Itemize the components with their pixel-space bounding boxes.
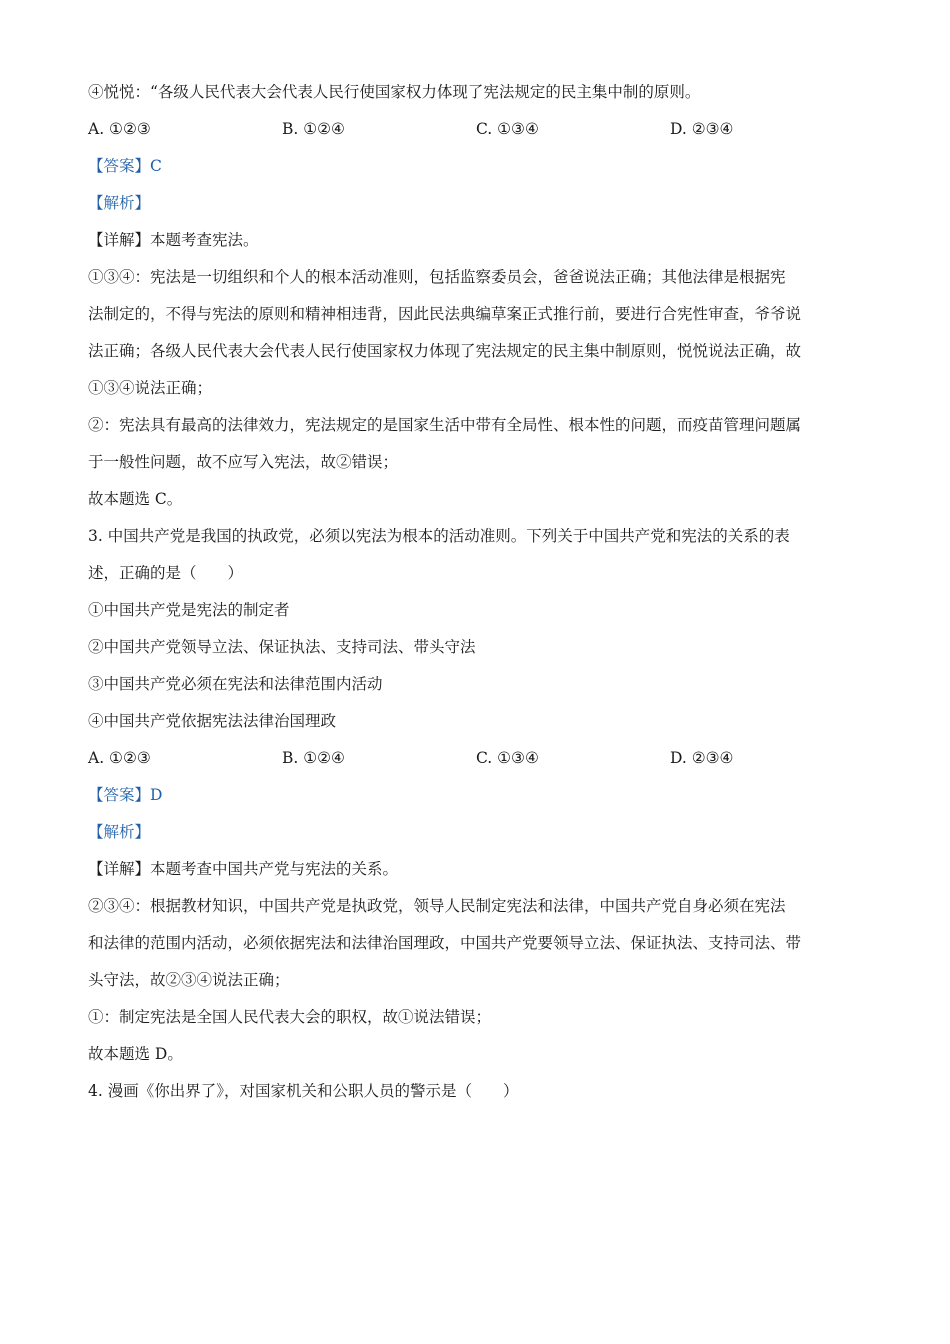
q3-para1-line1: ②③④：根据教材知识，中国共产党是执政党，领导人民制定宪法和法律，中国共产党自身必须在宪法: [88, 897, 786, 915]
q2-para2-line1: ②：宪法具有最高的法律效力，宪法规定的是国家生活中带有全局性、根本性的问题，而疫苗管理问题属: [88, 416, 802, 434]
q2-para2-line2: 于一般性问题，故不应写入宪法，故②错误；: [88, 453, 399, 471]
q2-analysis-label: 【解析】: [88, 194, 151, 212]
q3-item-1: ①中国共产党是宪法的制定者: [88, 601, 290, 619]
q2-para1-line2: 法制定的，不得与宪法的原则和精神相违背，因此民法典编草案正式推行前，要进行合宪性审查，爷爷说: [88, 305, 802, 323]
q2-choice-a: A. ①②③: [88, 120, 151, 138]
q3-choice-a: A. ①②③: [88, 749, 151, 767]
q2-para1-line4: ①③④说法正确；: [88, 379, 213, 397]
q3-conclusion: 故本题选 D。: [88, 1045, 183, 1063]
q4-stem: 4. 漫画《你出界了》，对国家机关和公职人员的警示是（ ）: [88, 1082, 519, 1100]
q2-detail-title: 【详解】本题考查宪法。: [88, 231, 259, 249]
q2-choices: [88, 111, 868, 148]
q3-para1-line3: 头守法，故②③④说法正确；: [88, 971, 290, 989]
q2-choice-b: B. ①②④: [282, 120, 345, 138]
q2-answer: 【答案】C: [88, 157, 162, 175]
q2-para1-line3: 法正确；各级人民代表大会代表人民行使国家权力体现了宪法规定的民主集中制原则，悦悦说法正确，故: [88, 342, 802, 360]
q3-stem-line1: 3. 中国共产党是我国的执政党，必须以宪法为根本的活动准则。下列关于中国共产党和宪法的关系的表: [88, 527, 790, 545]
q3-answer: 【答案】D: [88, 786, 163, 804]
q3-detail-title: 【详解】本题考查中国共产党与宪法的关系。: [88, 860, 399, 878]
q3-choices: [88, 740, 868, 777]
q2-choice-d: D. ②③④: [670, 120, 734, 138]
q3-stem-line2: 述，正确的是（ ）: [88, 564, 244, 582]
q2-para1-line1: ①③④：宪法是一切组织和个人的根本活动准则，包括监察委员会，爸爸说法正确；其他法律是根据宪: [88, 268, 786, 286]
q3-choice-b: B. ①②④: [282, 749, 345, 767]
q3-item-4: ④中国共产党依据宪法法律治国理政: [88, 712, 337, 730]
q3-analysis-label: 【解析】: [88, 823, 151, 841]
q2-choice-c: C. ①③④: [476, 120, 539, 138]
q2-option-4: ④悦悦：“各级人民代表大会代表人民行使国家权力体现了宪法规定的民主集中制的原则。: [88, 83, 701, 101]
document-page: [88, 74, 868, 1110]
q3-item-2: ②中国共产党领导立法、保证执法、支持司法、带头守法: [88, 638, 476, 656]
q2-conclusion: 故本题选 C。: [88, 490, 183, 508]
q3-para1-line2: 和法律的范围内活动，必须依据宪法和法律治国理政，中国共产党要领导立法、保证执法、支持司法、带: [88, 934, 802, 952]
q3-para2-line1: ①：制定宪法是全国人民代表大会的职权，故①说法错误；: [88, 1008, 492, 1026]
q3-item-3: ③中国共产党必须在宪法和法律范围内活动: [88, 675, 383, 693]
q3-choice-d: D. ②③④: [670, 749, 734, 767]
q3-choice-c: C. ①③④: [476, 749, 539, 767]
